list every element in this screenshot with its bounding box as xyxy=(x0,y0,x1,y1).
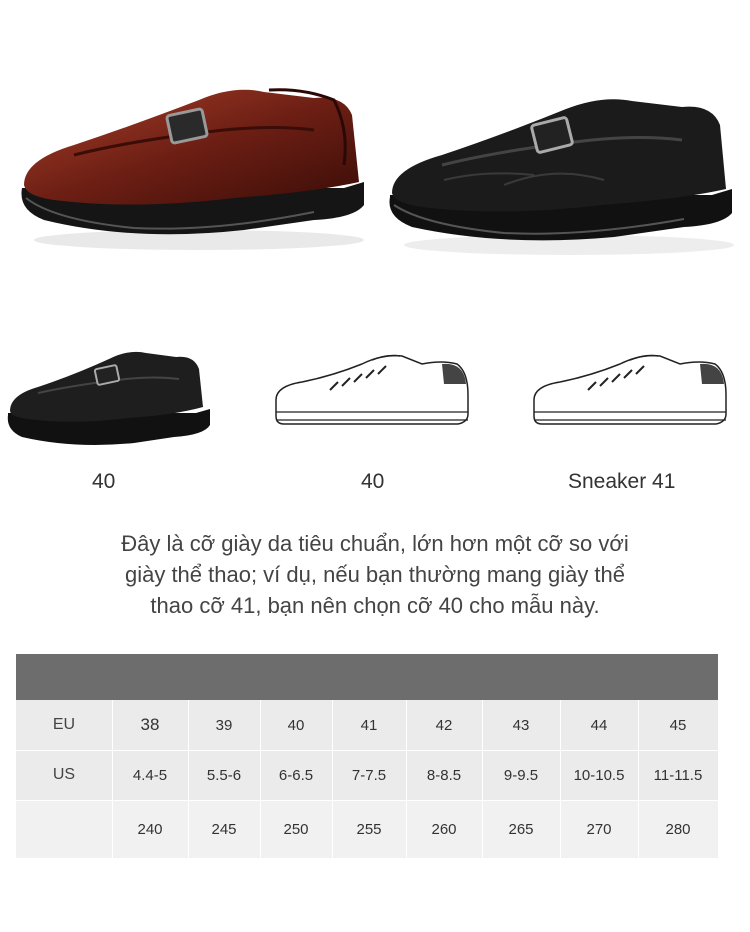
us-size: 11-11.5 xyxy=(653,766,703,784)
comparison-label-2: 40 xyxy=(361,470,385,493)
sneaker-40-outline xyxy=(272,350,472,440)
black-loafer-image xyxy=(384,85,739,260)
length-size: 240 xyxy=(137,821,163,838)
us-size: 9-9.5 xyxy=(503,766,539,784)
length-size: 280 xyxy=(665,821,691,838)
eu-size: 42 xyxy=(435,716,453,734)
loafer-size-40-image xyxy=(4,345,214,450)
us-size: 8-8.5 xyxy=(426,766,462,784)
length-size: 255 xyxy=(356,821,382,838)
us-size: 7-7.5 xyxy=(351,766,387,784)
row-label-eu: EU xyxy=(52,716,76,733)
us-size: 5.5-6 xyxy=(206,766,242,784)
comparison-label-3: Sneaker 41 xyxy=(568,470,676,493)
sneaker-41-outline xyxy=(530,350,730,440)
brown-loafer-image xyxy=(14,70,369,260)
us-size: 4.4-5 xyxy=(132,766,168,784)
eu-size: 43 xyxy=(512,716,530,734)
size-table-header xyxy=(16,654,718,700)
row-label-us: US xyxy=(52,766,76,783)
length-size: 270 xyxy=(586,821,612,838)
size-description xyxy=(40,528,710,621)
description-line-2: giày thể thao; ví dụ, nếu bạn thường mang giày thể xyxy=(124,562,626,587)
length-size: 265 xyxy=(508,821,534,838)
eu-size: 38 xyxy=(140,715,160,734)
eu-size: 45 xyxy=(669,716,687,734)
eu-size: 39 xyxy=(215,716,233,734)
description-line-3: thao cỡ 41, bạn nên chọn cỡ 40 cho mẫu này. xyxy=(150,593,600,618)
length-size: 245 xyxy=(211,821,237,838)
eu-size: 40 xyxy=(287,716,305,734)
comparison-label-1: 40 xyxy=(92,470,116,493)
eu-size: 44 xyxy=(590,716,608,734)
length-size: 260 xyxy=(431,821,457,838)
size-table xyxy=(16,654,718,858)
eu-size: 41 xyxy=(360,716,378,734)
length-size: 250 xyxy=(283,821,309,838)
us-size: 10-10.5 xyxy=(573,766,625,784)
row-label-mm xyxy=(16,801,112,858)
description-line-1: Đây là cỡ giày da tiêu chuẩn, lớn hơn một cỡ so với xyxy=(121,531,629,556)
us-size: 6-6.5 xyxy=(278,766,314,784)
